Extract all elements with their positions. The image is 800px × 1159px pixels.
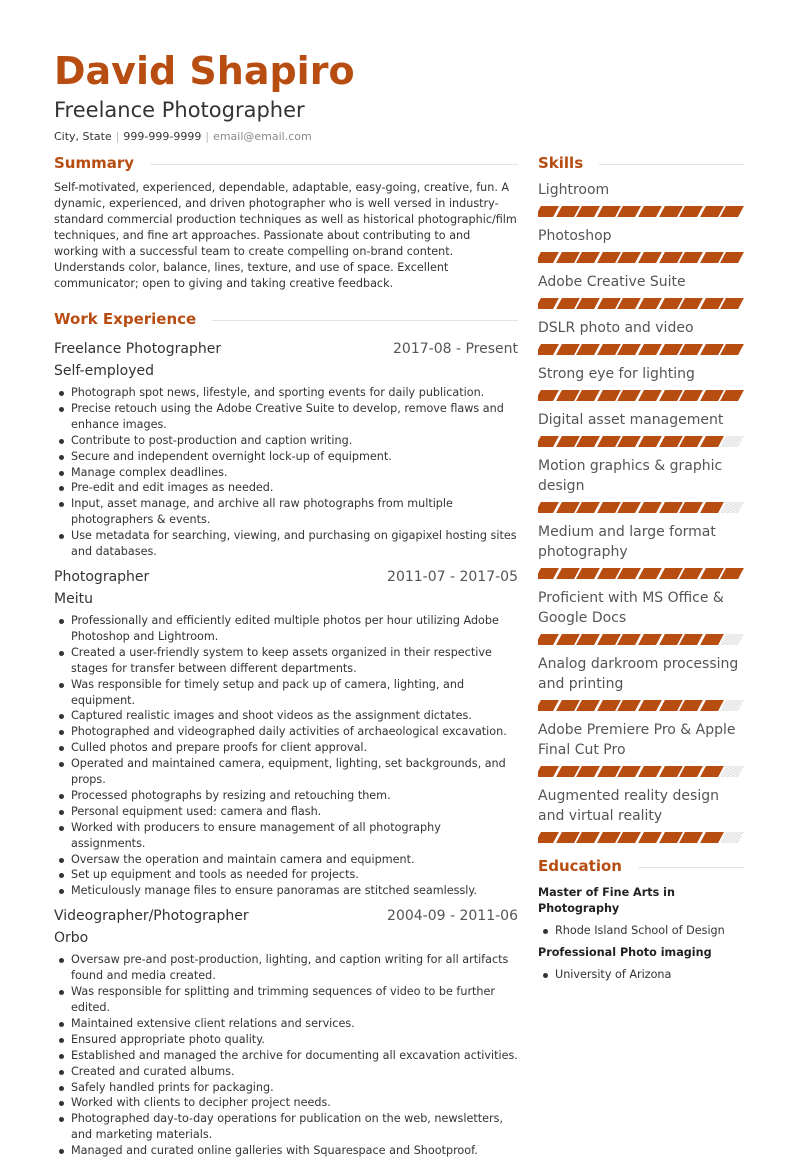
skill-item — [538, 364, 744, 401]
skill-level-bar — [538, 344, 744, 355]
job-bullet: Safely handled prints for packaging. — [54, 1080, 518, 1096]
education-school-list — [538, 923, 744, 939]
skill-level-segment-filled — [638, 344, 662, 355]
job-bullet: Pre-edit and edit images as needed. — [54, 480, 518, 496]
skill-level-bar — [538, 206, 744, 217]
skill-level-segment-filled — [720, 568, 744, 579]
education-school: Rhode Island School of Design — [538, 923, 744, 939]
job-bullet: Photographed and videographed daily activities of archaeological excavation. — [54, 724, 518, 740]
job-company: Meitu — [54, 590, 93, 607]
skills-list — [538, 180, 744, 843]
skill-item — [538, 588, 744, 645]
skill-level-segment-filled — [638, 390, 662, 401]
skill-name: DSLR photo and video — [538, 320, 694, 336]
summary-header — [54, 150, 518, 176]
job-bullet: Contribute to post-production and caption writing. — [54, 433, 518, 449]
skill-level-segment-filled — [638, 436, 662, 447]
contact-phone: 999-999-9999 — [123, 130, 202, 143]
job-entry — [54, 338, 518, 560]
skill-item — [538, 456, 744, 513]
skill-name: Medium and large format photography — [538, 524, 716, 560]
job-bullet: Operated and maintained camera, equipment, lighting, set backgrounds, and props. — [54, 756, 518, 788]
skill-name: Augmented reality design and virtual reality — [538, 788, 719, 824]
skill-level-bar — [538, 298, 744, 309]
job-bullet: Secure and independent overnight lock-up of equipment. — [54, 449, 518, 465]
work-experience-section — [54, 306, 518, 1159]
job-bullet: Oversaw pre-and post-production, lighting, and caption writing for all artifacts found and media created. — [54, 952, 518, 984]
section-divider — [599, 164, 744, 165]
job-entry — [54, 905, 518, 1159]
job-bullet: Processed photographs by resizing and retouching them. — [54, 788, 518, 804]
job-header — [54, 905, 518, 927]
skill-level-bar — [538, 700, 744, 711]
job-entry — [54, 566, 518, 899]
job-bullet: Precise retouch using the Adobe Creative Suite to develop, remove flaws and enhance images. — [54, 401, 518, 433]
job-bullet: Created and curated albums. — [54, 1064, 518, 1080]
job-bullet: Set up equipment and tools as needed for projects. — [54, 867, 518, 883]
section-title-summary: Summary — [54, 154, 135, 172]
skill-level-segment-empty — [720, 634, 744, 645]
job-bullet: Captured realistic images and shoot videos as the assignment dictates. — [54, 708, 518, 724]
job-company: Orbo — [54, 930, 89, 947]
education-school: University of Arizona — [538, 967, 744, 983]
skill-name: Motion graphics & graphic design — [538, 458, 723, 494]
side-column — [538, 150, 744, 989]
job-header — [54, 566, 518, 588]
job-bullet: Created a user-friendly system to keep assets organized in their respective stages for transfer between different departments. — [54, 645, 518, 677]
education-header — [538, 853, 744, 879]
job-company: Self-employed — [54, 363, 154, 379]
skill-name: Proficient with MS Office & Google Docs — [538, 590, 724, 626]
job-dates: 2017-08 - Present — [393, 341, 518, 357]
skill-level-segment-empty — [720, 436, 744, 447]
skill-item — [538, 522, 744, 579]
skill-level-segment-filled — [638, 568, 662, 579]
skill-level-segment-filled — [638, 298, 662, 309]
skill-item — [538, 226, 744, 263]
job-list — [54, 338, 518, 1159]
skills-section — [538, 150, 744, 843]
skill-level-segment-empty — [720, 766, 744, 777]
skill-level-segment-filled — [638, 832, 662, 843]
section-divider — [150, 164, 518, 165]
education-section — [538, 853, 744, 983]
skill-level-bar — [538, 766, 744, 777]
contact-email[interactable]: email@email.com — [213, 130, 312, 143]
skill-level-segment-filled — [638, 502, 662, 513]
skill-item — [538, 786, 744, 843]
skill-level-segment-filled — [720, 298, 744, 309]
job-header — [54, 338, 518, 360]
skill-name: Adobe Creative Suite — [538, 274, 686, 290]
job-bullet-list — [54, 613, 518, 899]
contact-location: City, State — [54, 130, 112, 143]
skill-item — [538, 272, 744, 309]
job-role: Photographer — [54, 568, 150, 585]
education-list — [538, 885, 744, 983]
job-bullet: Personal equipment used: camera and flash. — [54, 804, 518, 820]
skill-level-bar — [538, 832, 744, 843]
skill-name: Lightroom — [538, 182, 610, 198]
skill-level-segment-filled — [720, 344, 744, 355]
skill-level-segment-filled — [720, 390, 744, 401]
skill-level-segment-filled — [638, 252, 662, 263]
job-dates: 2004-09 - 2011-06 — [387, 908, 518, 925]
skill-level-bar — [538, 436, 744, 447]
skill-level-segment-filled — [638, 766, 662, 777]
job-role: Videographer/Photographer — [54, 908, 249, 925]
skill-name: Digital asset management — [538, 412, 724, 428]
candidate-title: Freelance Photographer — [54, 98, 305, 122]
skill-item — [538, 318, 744, 355]
job-bullet: Culled photos and prepare proofs for client approval. — [54, 740, 518, 756]
skill-level-segment-empty — [720, 832, 744, 843]
skill-name: Adobe Premiere Pro & Apple Final Cut Pro — [538, 722, 736, 758]
skill-name: Strong eye for lighting — [538, 366, 695, 382]
main-column — [54, 150, 518, 1159]
job-bullet: Ensured appropriate photo quality. — [54, 1032, 518, 1048]
skill-level-bar — [538, 502, 744, 513]
section-title-work: Work Experience — [54, 310, 197, 328]
job-bullet: Was responsible for timely setup and pack up of camera, lighting, and equipment. — [54, 677, 518, 709]
section-title-education: Education — [538, 857, 622, 875]
skill-level-segment-filled — [638, 700, 662, 711]
job-bullet: Was responsible for splitting and trimming sequences of video to be further edited. — [54, 984, 518, 1016]
skill-item — [538, 720, 744, 777]
job-bullet: Meticulously manage files to ensure panoramas are stitched seamlessly. — [54, 883, 518, 899]
contact-separator: | — [205, 130, 210, 143]
skill-level-segment-empty — [720, 502, 744, 513]
skills-header — [538, 150, 744, 176]
job-bullet: Professionally and efficiently edited multiple photos per hour utilizing Adobe Photoshop and Lightroom. — [54, 613, 518, 645]
job-bullet: Worked with clients to decipher project needs. — [54, 1095, 518, 1111]
skill-name: Photoshop — [538, 228, 612, 244]
section-divider — [638, 867, 744, 868]
job-bullet: Photograph spot news, lifestyle, and sporting events for daily publication. — [54, 385, 518, 401]
job-bullet: Maintained extensive client relations and services. — [54, 1016, 518, 1032]
skill-level-bar — [538, 568, 744, 579]
skill-level-bar — [538, 252, 744, 263]
job-bullet: Worked with producers to ensure management of all photography assignments. — [54, 820, 518, 852]
skill-item — [538, 410, 744, 447]
education-degree: Professional Photo imaging — [538, 946, 712, 959]
summary-text: Self-motivated, experienced, dependable, adaptable, easy-going, creative, fun. A dynamic, experienced, and driven photographer who is well versed in industry-standard commercial production techniques as well as historical photographic/film techniques, and fine art approaches. Passionate about contributing to and working with a successful team to create compelling on-brand content. Understands color, balance, lines, texture, and use of space. Excellent communicator; open to giving and taking creative feedback. — [54, 181, 517, 290]
education-school-list — [538, 967, 744, 983]
job-role: Freelance Photographer — [54, 341, 222, 357]
skill-level-bar — [538, 634, 744, 645]
work-header — [54, 306, 518, 332]
education-degree: Master of Fine Arts in Photography — [538, 886, 675, 915]
section-divider — [212, 320, 518, 321]
job-bullet: Managed and curated online galleries with Squarespace and Shootproof. — [54, 1143, 518, 1159]
skill-level-segment-empty — [720, 700, 744, 711]
skill-item — [538, 180, 744, 217]
job-bullet: Input, asset manage, and archive all raw photographs from multiple photographers & events. — [54, 496, 518, 528]
skill-level-segment-filled — [638, 206, 662, 217]
skill-level-segment-filled — [720, 252, 744, 263]
job-bullet-list — [54, 952, 518, 1159]
job-bullet: Established and managed the archive for documenting all excavation activities. — [54, 1048, 518, 1064]
job-bullet: Use metadata for searching, viewing, and purchasing on gigapixel hosting sites and databases. — [54, 528, 518, 560]
contact-line — [54, 129, 312, 144]
job-bullet-list — [54, 385, 518, 560]
skill-name: Analog darkroom processing and printing — [538, 656, 739, 692]
job-bullet: Oversaw the operation and maintain camera and equipment. — [54, 852, 518, 868]
summary-section — [54, 150, 518, 292]
skill-item — [538, 654, 744, 711]
job-dates: 2011-07 - 2017-05 — [387, 568, 518, 585]
job-bullet: Photographed day-to-day operations for publication on the web, newsletters, and marketing materials. — [54, 1111, 518, 1143]
skill-level-bar — [538, 390, 744, 401]
job-bullet: Manage complex deadlines. — [54, 465, 518, 481]
contact-separator: | — [115, 130, 120, 143]
skill-level-segment-filled — [638, 634, 662, 645]
candidate-name: David Shapiro — [54, 49, 355, 93]
skill-level-segment-filled — [720, 206, 744, 217]
section-title-skills: Skills — [538, 154, 584, 172]
